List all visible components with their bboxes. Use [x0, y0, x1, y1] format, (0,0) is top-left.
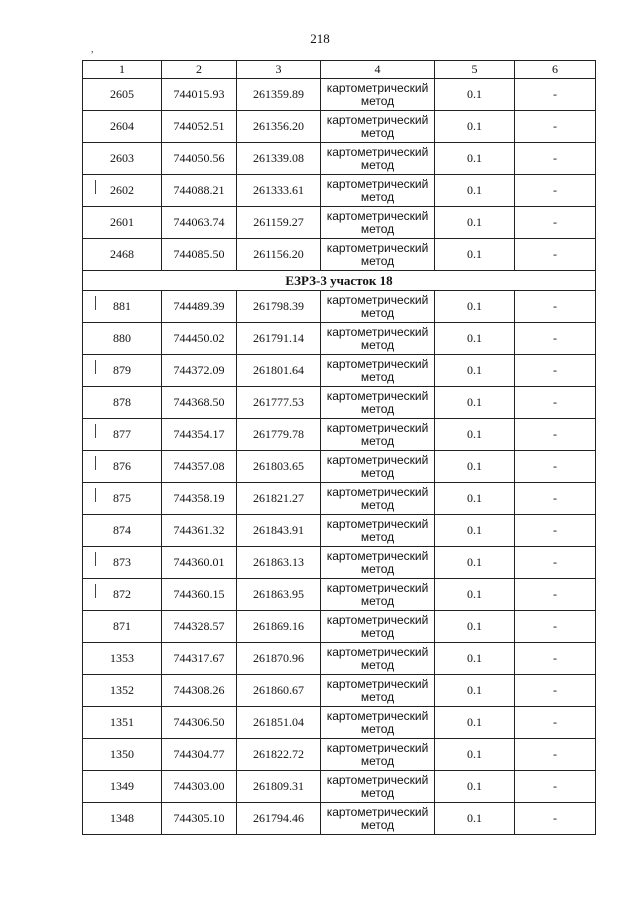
note-cell: - [515, 291, 596, 323]
y-coordinate-cell: 261801.64 [237, 355, 321, 387]
coordinates-table [82, 60, 596, 835]
pen-mark [95, 584, 96, 598]
note-cell: - [515, 111, 596, 143]
pen-mark [95, 456, 96, 470]
method-line-1: картометрический [326, 324, 429, 339]
note-cell: - [515, 323, 596, 355]
method-line-1: картометрический [326, 484, 429, 499]
accuracy-cell: 0.1 [435, 323, 515, 355]
method-line-1: картометрический [326, 420, 429, 435]
note-cell: - [515, 707, 596, 739]
method-line-1: картометрический [326, 292, 429, 307]
note-cell: - [515, 451, 596, 483]
header-row [83, 61, 596, 79]
section-heading-row [83, 271, 596, 291]
table-row [83, 803, 596, 835]
y-coordinate-cell: 261843.91 [237, 515, 321, 547]
point-id-cell: 879 [83, 355, 162, 387]
pen-mark [95, 552, 96, 566]
method-line-2: метод [360, 189, 395, 204]
pen-mark [95, 424, 96, 438]
table-row [83, 323, 596, 355]
accuracy-cell: 0.1 [435, 111, 515, 143]
point-id-cell: 875 [83, 483, 162, 515]
x-coordinate-cell: 744450.02 [162, 323, 237, 355]
note-cell: - [515, 79, 596, 111]
y-coordinate-cell: 261809.31 [237, 771, 321, 803]
point-id-cell: 2605 [83, 79, 162, 111]
method-cell [321, 387, 435, 419]
y-coordinate-cell: 261333.61 [237, 175, 321, 207]
method-cell [321, 323, 435, 355]
x-coordinate-cell: 744328.57 [162, 611, 237, 643]
pen-mark [95, 296, 96, 310]
y-coordinate-cell: 261860.67 [237, 675, 321, 707]
x-coordinate-cell: 744308.26 [162, 675, 237, 707]
method-line-1: картометрический [326, 708, 429, 723]
method-line-1: картометрический [326, 176, 429, 191]
method-cell [321, 611, 435, 643]
x-coordinate-cell: 744368.50 [162, 387, 237, 419]
table-row [83, 239, 596, 271]
x-coordinate-cell: 744361.32 [162, 515, 237, 547]
method-line-1: картометрический [326, 208, 429, 223]
method-line-1: картометрический [326, 356, 429, 371]
method-line-2: метод [360, 625, 395, 640]
point-id-cell: 1353 [83, 643, 162, 675]
x-coordinate-cell: 744489.39 [162, 291, 237, 323]
method-line-1: картометрический [326, 740, 429, 755]
note-cell: - [515, 175, 596, 207]
method-line-1: картометрический [326, 580, 429, 595]
method-line-2: метод [360, 753, 395, 768]
x-coordinate-cell: 744372.09 [162, 355, 237, 387]
x-coordinate-cell: 744085.50 [162, 239, 237, 271]
x-coordinate-cell: 744358.19 [162, 483, 237, 515]
note-cell: - [515, 547, 596, 579]
table-row [83, 515, 596, 547]
pen-mark [95, 360, 96, 374]
table-row [83, 675, 596, 707]
method-line-2: метод [360, 785, 395, 800]
x-coordinate-cell: 744306.50 [162, 707, 237, 739]
method-line-2: метод [360, 305, 395, 320]
method-cell [321, 483, 435, 515]
note-cell: - [515, 643, 596, 675]
y-coordinate-cell: 261359.89 [237, 79, 321, 111]
table-row [83, 387, 596, 419]
table-row [83, 79, 596, 111]
method-line-2: метод [360, 253, 395, 268]
table-row [83, 739, 596, 771]
method-line-2: метод [360, 93, 395, 108]
table-body [83, 79, 596, 835]
accuracy-cell: 0.1 [435, 239, 515, 271]
table-row [83, 175, 596, 207]
method-cell [321, 707, 435, 739]
accuracy-cell: 0.1 [435, 611, 515, 643]
y-coordinate-cell: 261156.20 [237, 239, 321, 271]
point-id-cell: 881 [83, 291, 162, 323]
method-line-2: метод [360, 369, 395, 384]
column-header: 6 [515, 61, 596, 79]
method-line-2: метод [360, 561, 395, 576]
y-coordinate-cell: 261821.27 [237, 483, 321, 515]
y-coordinate-cell: 261851.04 [237, 707, 321, 739]
y-coordinate-cell: 261803.65 [237, 451, 321, 483]
y-coordinate-cell: 261794.46 [237, 803, 321, 835]
method-cell [321, 739, 435, 771]
x-coordinate-cell: 744063.74 [162, 207, 237, 239]
method-line-2: метод [360, 401, 395, 416]
pen-mark [95, 180, 96, 194]
method-cell [321, 675, 435, 707]
method-cell [321, 803, 435, 835]
method-line-1: картометрический [326, 772, 429, 787]
accuracy-cell: 0.1 [435, 547, 515, 579]
method-line-1: картометрический [326, 452, 429, 467]
point-id-cell: 2468 [83, 239, 162, 271]
y-coordinate-cell: 261779.78 [237, 419, 321, 451]
method-line-1: картометрический [326, 548, 429, 563]
x-coordinate-cell: 744304.77 [162, 739, 237, 771]
x-coordinate-cell: 744052.51 [162, 111, 237, 143]
accuracy-cell: 0.1 [435, 579, 515, 611]
method-cell [321, 143, 435, 175]
method-line-2: метод [360, 721, 395, 736]
method-cell [321, 547, 435, 579]
note-cell: - [515, 611, 596, 643]
note-cell: - [515, 483, 596, 515]
table-row [83, 643, 596, 675]
note-cell: - [515, 739, 596, 771]
y-coordinate-cell: 261798.39 [237, 291, 321, 323]
x-coordinate-cell: 744360.15 [162, 579, 237, 611]
method-line-1: картометрический [326, 388, 429, 403]
method-cell [321, 291, 435, 323]
note-cell: - [515, 515, 596, 547]
y-coordinate-cell: 261870.96 [237, 643, 321, 675]
method-cell [321, 419, 435, 451]
point-id-cell: 871 [83, 611, 162, 643]
table-row [83, 483, 596, 515]
method-cell [321, 79, 435, 111]
accuracy-cell: 0.1 [435, 483, 515, 515]
method-cell [321, 239, 435, 271]
method-line-2: метод [360, 657, 395, 672]
note-cell: - [515, 355, 596, 387]
table-row [83, 419, 596, 451]
method-line-1: картометрический [326, 144, 429, 159]
accuracy-cell: 0.1 [435, 771, 515, 803]
table-row [83, 207, 596, 239]
point-id-cell: 1352 [83, 675, 162, 707]
accuracy-cell: 0.1 [435, 79, 515, 111]
note-cell: - [515, 579, 596, 611]
x-coordinate-cell: 744303.00 [162, 771, 237, 803]
note-cell: - [515, 771, 596, 803]
method-line-2: метод [360, 337, 395, 352]
y-coordinate-cell: 261791.14 [237, 323, 321, 355]
method-line-1: картометрический [326, 644, 429, 659]
accuracy-cell: 0.1 [435, 419, 515, 451]
method-line-2: метод [360, 529, 395, 544]
accuracy-cell: 0.1 [435, 707, 515, 739]
accuracy-cell: 0.1 [435, 355, 515, 387]
column-header: 4 [321, 61, 435, 79]
point-id-cell: 1348 [83, 803, 162, 835]
note-cell: - [515, 387, 596, 419]
y-coordinate-cell: 261863.13 [237, 547, 321, 579]
x-coordinate-cell: 744354.17 [162, 419, 237, 451]
x-coordinate-cell: 744360.01 [162, 547, 237, 579]
accuracy-cell: 0.1 [435, 803, 515, 835]
table-row [83, 143, 596, 175]
accuracy-cell: 0.1 [435, 643, 515, 675]
method-line-1: картометрический [326, 676, 429, 691]
point-id-cell: 874 [83, 515, 162, 547]
point-id-cell: 1350 [83, 739, 162, 771]
column-header: 3 [237, 61, 321, 79]
method-cell [321, 355, 435, 387]
stray-mark: , [91, 44, 94, 55]
method-cell [321, 643, 435, 675]
accuracy-cell: 0.1 [435, 675, 515, 707]
point-id-cell: 1351 [83, 707, 162, 739]
method-line-1: картометрический [326, 804, 429, 819]
method-cell [321, 515, 435, 547]
table-row [83, 451, 596, 483]
y-coordinate-cell: 261822.72 [237, 739, 321, 771]
method-cell [321, 771, 435, 803]
method-line-1: картометрический [326, 516, 429, 531]
note-cell: - [515, 419, 596, 451]
y-coordinate-cell: 261159.27 [237, 207, 321, 239]
method-cell [321, 207, 435, 239]
point-id-cell: 2602 [83, 175, 162, 207]
method-line-2: метод [360, 221, 395, 236]
x-coordinate-cell: 744050.56 [162, 143, 237, 175]
accuracy-cell: 0.1 [435, 143, 515, 175]
method-line-2: метод [360, 433, 395, 448]
table-row [83, 611, 596, 643]
point-id-cell: 877 [83, 419, 162, 451]
table-row [83, 111, 596, 143]
accuracy-cell: 0.1 [435, 451, 515, 483]
table-row [83, 355, 596, 387]
method-cell [321, 579, 435, 611]
method-line-2: метод [360, 689, 395, 704]
table-row [83, 547, 596, 579]
section-heading: ЕЗРЗ-3 участок 18 [83, 271, 596, 291]
y-coordinate-cell: 261356.20 [237, 111, 321, 143]
x-coordinate-cell: 744317.67 [162, 643, 237, 675]
column-header: 5 [435, 61, 515, 79]
method-line-1: картометрический [326, 80, 429, 95]
y-coordinate-cell: 261777.53 [237, 387, 321, 419]
point-id-cell: 872 [83, 579, 162, 611]
note-cell: - [515, 207, 596, 239]
method-line-2: метод [360, 465, 395, 480]
method-cell [321, 451, 435, 483]
pen-mark [95, 488, 96, 502]
accuracy-cell: 0.1 [435, 291, 515, 323]
method-line-2: метод [360, 497, 395, 512]
x-coordinate-cell: 744357.08 [162, 451, 237, 483]
method-line-2: метод [360, 593, 395, 608]
point-id-cell: 1349 [83, 771, 162, 803]
table-row [83, 579, 596, 611]
method-line-2: метод [360, 817, 395, 832]
point-id-cell: 876 [83, 451, 162, 483]
y-coordinate-cell: 261869.16 [237, 611, 321, 643]
method-cell [321, 111, 435, 143]
note-cell: - [515, 803, 596, 835]
accuracy-cell: 0.1 [435, 175, 515, 207]
method-line-2: метод [360, 157, 395, 172]
page-number: 218 [310, 31, 330, 46]
x-coordinate-cell: 744088.21 [162, 175, 237, 207]
table-row [83, 771, 596, 803]
y-coordinate-cell: 261863.95 [237, 579, 321, 611]
point-id-cell: 2601 [83, 207, 162, 239]
column-header: 2 [162, 61, 237, 79]
table-row [83, 291, 596, 323]
point-id-cell: 878 [83, 387, 162, 419]
point-id-cell: 873 [83, 547, 162, 579]
note-cell: - [515, 675, 596, 707]
x-coordinate-cell: 744015.93 [162, 79, 237, 111]
method-line-1: картометрический [326, 112, 429, 127]
accuracy-cell: 0.1 [435, 515, 515, 547]
method-cell [321, 175, 435, 207]
column-header: 1 [83, 61, 162, 79]
accuracy-cell: 0.1 [435, 207, 515, 239]
y-coordinate-cell: 261339.08 [237, 143, 321, 175]
method-line-2: метод [360, 125, 395, 140]
note-cell: - [515, 143, 596, 175]
point-id-cell: 2604 [83, 111, 162, 143]
accuracy-cell: 0.1 [435, 387, 515, 419]
x-coordinate-cell: 744305.10 [162, 803, 237, 835]
note-cell: - [515, 239, 596, 271]
point-id-cell: 2603 [83, 143, 162, 175]
method-line-1: картометрический [326, 612, 429, 627]
method-line-1: картометрический [326, 240, 429, 255]
accuracy-cell: 0.1 [435, 739, 515, 771]
point-id-cell: 880 [83, 323, 162, 355]
table-row [83, 707, 596, 739]
